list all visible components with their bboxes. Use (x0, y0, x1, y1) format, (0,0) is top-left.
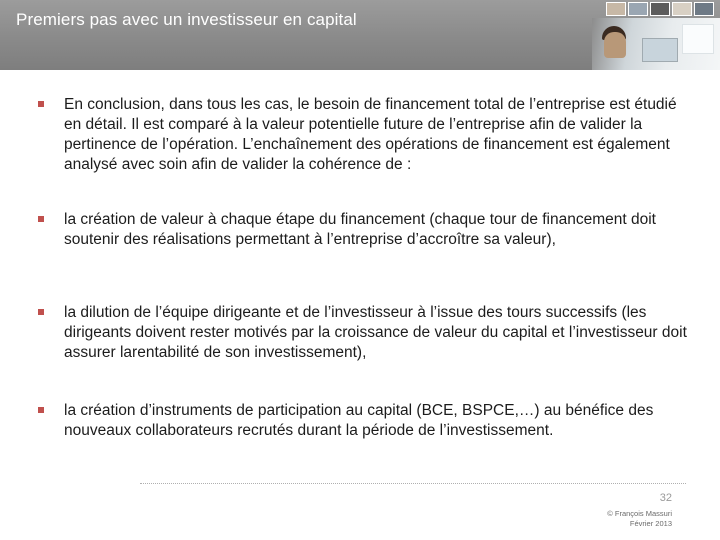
bullet-lead: la création de valeur (64, 211, 204, 228)
header-thumbnail-image (606, 2, 626, 16)
bullet-lead: la création d’instruments de participation (64, 402, 342, 419)
header-thumbnail-image (650, 2, 670, 16)
header-photo-strip (592, 0, 720, 70)
header-thumbnail-image (628, 2, 648, 16)
header-thumbnail-image (672, 2, 692, 16)
bullet-marker (38, 309, 44, 315)
header-thumbnail-image (694, 2, 714, 16)
header-office-photo (592, 18, 720, 70)
bullet-marker (38, 101, 44, 107)
footer-copyright (607, 509, 672, 529)
bullet-text: la création d’instruments de participation au capital (BCE, BSPCE,…) au bénéfice des nouveaux collaborateurs recrutés durant la période de l’investissement. (64, 402, 654, 439)
bullet-text: En conclusion, dans tous les cas, le besoin de financement total de l’entreprise est étudié en détail. Il est comparé à la valeur potentielle future de l’entreprise afin de valider la pertinence de l’opération. L’enchaînement des opérations de financement est également analysé avec soin afin de valider la cohérence de : (64, 96, 677, 173)
footer-divider (140, 483, 686, 484)
copyright-text: © François Massuri (607, 509, 672, 518)
slide-header (0, 0, 720, 70)
date-text: Février 2013 (629, 519, 672, 528)
bullet-marker (38, 216, 44, 222)
bullet-marker (38, 407, 44, 413)
page-number: 32 (659, 492, 672, 504)
bullet-text: la création de valeur à chaque étape du financement (chaque tour de financement doit soutenir des réalisations permettant à l’entreprise d’accroître sa valeur), (64, 211, 656, 248)
bullet-lead: la dilution de l’équipe dirigeante et de l’investisseur (64, 304, 413, 321)
bullet-text: la dilution de l’équipe dirigeante et de l’investisseur à l’issue des tours successifs (les dirigeants doivent rester motivés par la croissance de valeur du capital et l’investisseur doit assurer larentabilité de son investissement), (64, 304, 687, 361)
slide-title: Premiers pas avec un investisseur en capital (16, 10, 357, 29)
